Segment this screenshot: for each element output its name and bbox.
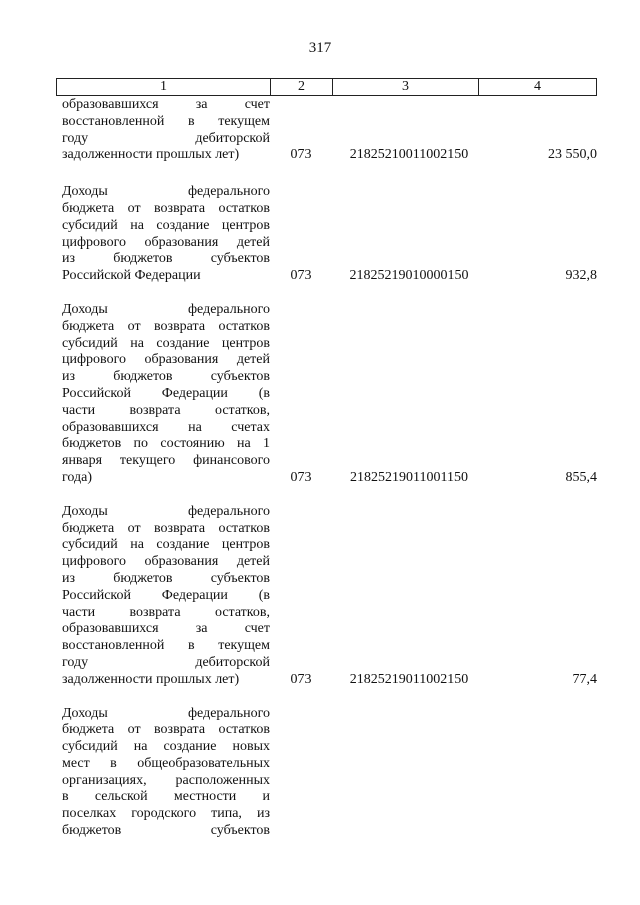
description-line: года) (62, 469, 92, 485)
column-header-2: 2 (271, 79, 333, 95)
description-line: части возврата остатков, (62, 604, 270, 620)
description-line: задолженности прошлых лет) (62, 671, 240, 687)
description-line: Российской Федерации (62, 268, 201, 284)
column-header-1: 1 (57, 79, 271, 95)
row-description (56, 184, 270, 285)
description-line: Российской Федерации (в (62, 385, 270, 401)
column-header-4: 4 (534, 79, 541, 94)
description-line: субсидий на создание новых (62, 739, 270, 755)
description-line: бюджета от возврата остатков (62, 200, 270, 216)
admin-code: 073 (290, 268, 312, 284)
description-line: году дебиторской (62, 130, 270, 146)
table-row (56, 184, 597, 285)
description-line: бюджетов по состоянию на 1 (62, 436, 270, 452)
description-line: из бюджетов субъектов (62, 251, 270, 267)
description-line: мест в общеобразовательных (62, 755, 270, 771)
description-line: из бюджетов субъектов (62, 570, 270, 586)
description-line: Доходы федерального (62, 503, 270, 519)
description-line: субсидий на создание центров (62, 335, 270, 351)
table-row (56, 302, 597, 487)
description-line: цифрового образования детей (62, 234, 270, 250)
table-row (56, 97, 597, 164)
description-line: части возврата остатков, (62, 402, 270, 418)
budget-classification-code: 21825210011002150 (349, 147, 469, 163)
description-line: бюджета от возврата остатков (62, 722, 270, 738)
budget-classification-code: 21825219011001150 (350, 469, 468, 485)
budget-classification-code: 21825219011002150 (349, 671, 469, 687)
admin-code: 073 (290, 671, 312, 687)
table-body (56, 97, 597, 857)
column-header-3: 3 (333, 79, 479, 95)
description-line: бюджетов субъектов (62, 823, 270, 839)
admin-code: 073 (290, 147, 312, 163)
amount: 932,8 (565, 268, 597, 284)
description-line: восстановленной в текущем (62, 638, 270, 654)
description-line: Российской Федерации (в (62, 587, 270, 603)
description-line: января текущего финансового (62, 453, 270, 469)
description-line: Доходы федерального (62, 705, 270, 721)
description-line: организациях, расположенных (62, 772, 270, 788)
description-line: образовавшихся за счет (62, 97, 270, 112)
description-line: образовавшихся на счетах (62, 419, 270, 435)
description-line: бюджета от возврата остатков (62, 318, 270, 334)
amount: 855,4 (565, 469, 597, 485)
table-row (56, 706, 597, 840)
description-line: субсидий на создание центров (62, 537, 270, 553)
row-description (56, 302, 270, 487)
amount: 23 550,0 (548, 147, 597, 163)
table-row (56, 504, 597, 689)
description-line: образовавшихся за счет (62, 621, 270, 637)
row-description (56, 706, 270, 840)
description-line: восстановленной в текущем (62, 113, 270, 129)
row-description (56, 504, 270, 689)
amount: 77,4 (572, 671, 597, 687)
budget-classification-code: 21825219010000150 (349, 268, 469, 284)
description-line: в сельской местности и (62, 789, 270, 805)
row-description (56, 97, 270, 164)
description-line: цифрового образования детей (62, 352, 270, 368)
admin-code: 073 (290, 469, 312, 485)
description-line: поселках городского типа, из (62, 806, 270, 822)
description-line: году дебиторской (62, 654, 270, 670)
description-line: из бюджетов субъектов (62, 369, 270, 385)
description-line: Доходы федерального (62, 184, 270, 200)
table-header-row (56, 78, 597, 96)
description-line: цифрового образования детей (62, 554, 270, 570)
description-line: задолженности прошлых лет) (62, 147, 240, 163)
page-number: 317 (308, 40, 332, 56)
description-line: бюджета от возврата остатков (62, 520, 270, 536)
description-line: Доходы федерального (62, 301, 270, 317)
description-line: субсидий на создание центров (62, 217, 270, 233)
